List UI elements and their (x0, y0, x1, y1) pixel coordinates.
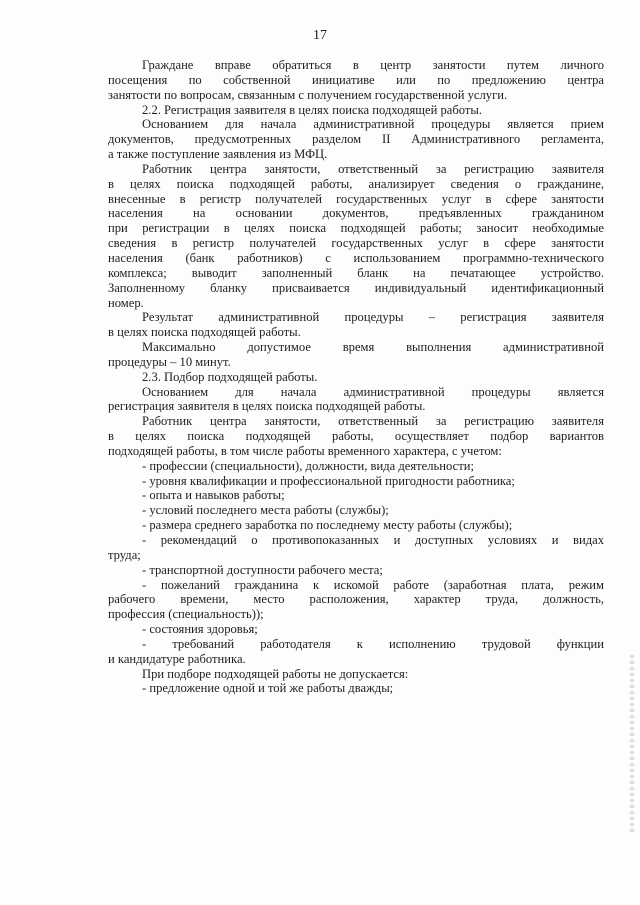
text-line: и кандидатуре работника. (108, 651, 246, 666)
paragraph (108, 578, 604, 623)
paragraph (108, 474, 604, 489)
text-line: занятости по вопросам, связанным с получением государственной услуги. (108, 87, 508, 102)
text-line: - транспортной доступности рабочего места; (142, 562, 383, 577)
text-line: подходящей работы, в том числе работы временного характера, с учетом: (108, 443, 502, 458)
text-line: - состояния здоровья; (142, 622, 258, 637)
text-line: в целях поиска подходящей работы. (108, 325, 301, 340)
paragraph (108, 667, 604, 682)
paragraph (108, 637, 604, 667)
paragraph (108, 622, 604, 637)
text-line: а также поступление заявления из МФЦ. (108, 147, 328, 162)
text-line: - рекомендаций о противопоказанных и доступных условиях и видах (142, 533, 604, 547)
text-line: посещения по собственной инициативе или по предложению центра (108, 72, 604, 87)
text-line: профессия (специальность)); (108, 607, 264, 622)
text-line: номер. (108, 295, 144, 310)
paragraph (108, 385, 604, 415)
text-line: труда; (108, 547, 141, 562)
paragraph (108, 58, 604, 103)
text-line: регистрация заявителя в целях поиска подходящей работы. (108, 399, 426, 414)
text-line: Максимально допустимое время выполнения административной (142, 340, 604, 355)
text-line: - пожеланий гражданина к искомой работе (заработная плата, режим (142, 577, 604, 592)
paragraph (108, 563, 604, 578)
paragraph (108, 117, 604, 162)
text-line: документов, предусмотренных разделом II Административного регламента, (108, 132, 604, 147)
text-line: населения на основании документов, предъявленных гражданином (108, 206, 604, 221)
text-line: - требований работодателя к исполнению трудовой функции (142, 636, 604, 651)
text-line: 2.3. Подбор подходящей работы. (142, 369, 318, 384)
text-line: Результат административной процедуры – регистрация заявителя (142, 310, 604, 325)
paragraph (108, 533, 604, 563)
page-number: 17 (313, 28, 327, 43)
paragraph (108, 488, 604, 503)
text-line: Работник центра занятости, ответственный за регистрацию заявителя (142, 161, 604, 176)
text-line: Граждане вправе обратиться в центр занятости путем личного (142, 58, 604, 72)
text-line: процедуры – 10 минут. (108, 354, 231, 369)
paragraph (108, 414, 604, 459)
text-line: 2.2. Регистрация заявителя в целях поиска подходящей работы. (142, 102, 483, 117)
text-line: - профессии (специальности), должности, вида деятельности; (142, 458, 474, 473)
paragraph (108, 518, 604, 533)
text-line: рабочего времени, место расположения, характер труда, должность, (108, 592, 604, 607)
text-line: населения (банк работников) с использованием программно-технического (108, 250, 604, 265)
paragraph (108, 370, 604, 385)
text-line: в целях поиска подходящей работы, анализирует сведения о гражданине, (108, 176, 604, 191)
text-line: - предложение одной и той же работы дважды; (142, 681, 394, 696)
text-line: Работник центра занятости, ответственный за регистрацию заявителя (142, 414, 604, 429)
text-line: - опыта и навыков работы; (142, 488, 285, 503)
paragraph (108, 459, 604, 474)
paragraph (108, 503, 604, 518)
paragraph (108, 681, 604, 696)
paragraph (108, 103, 604, 118)
text-line: При подборе подходящей работы не допускается: (142, 666, 409, 681)
text-line: сведения в регистр получателей государственных услуг в сфере занятости (108, 236, 604, 251)
text-line: Основанием для начала административной процедуры является прием (142, 117, 604, 132)
text-line: - уровня квалификации и профессиональной пригодности работника; (142, 473, 515, 488)
paragraph (108, 310, 604, 340)
text-line: в целях поиска подходящей работы, осуществляет подбор вариантов (108, 429, 604, 444)
text-line: при регистрации в целях поиска подходящей работы; заносит необходимые (108, 221, 604, 236)
text-line: Заполненному бланку присваивается индивидуальный идентификационный (108, 280, 604, 295)
paragraph (108, 340, 604, 370)
text-line: - размера среднего заработка по последнему месту работы (службы); (142, 518, 513, 533)
paragraph (108, 162, 604, 310)
text-line: комплекса; выводит заполненный бланк на печатающее устройство. (108, 265, 604, 280)
text-line: внесенные в регистр получателей государственных услуг в сфере занятости (108, 191, 604, 206)
text-line: Основанием для начала административной процедуры является (142, 384, 604, 399)
text-line: - условий последнего места работы (службы); (142, 503, 389, 518)
scan-margin-mark (630, 655, 634, 835)
document-body (108, 58, 604, 696)
